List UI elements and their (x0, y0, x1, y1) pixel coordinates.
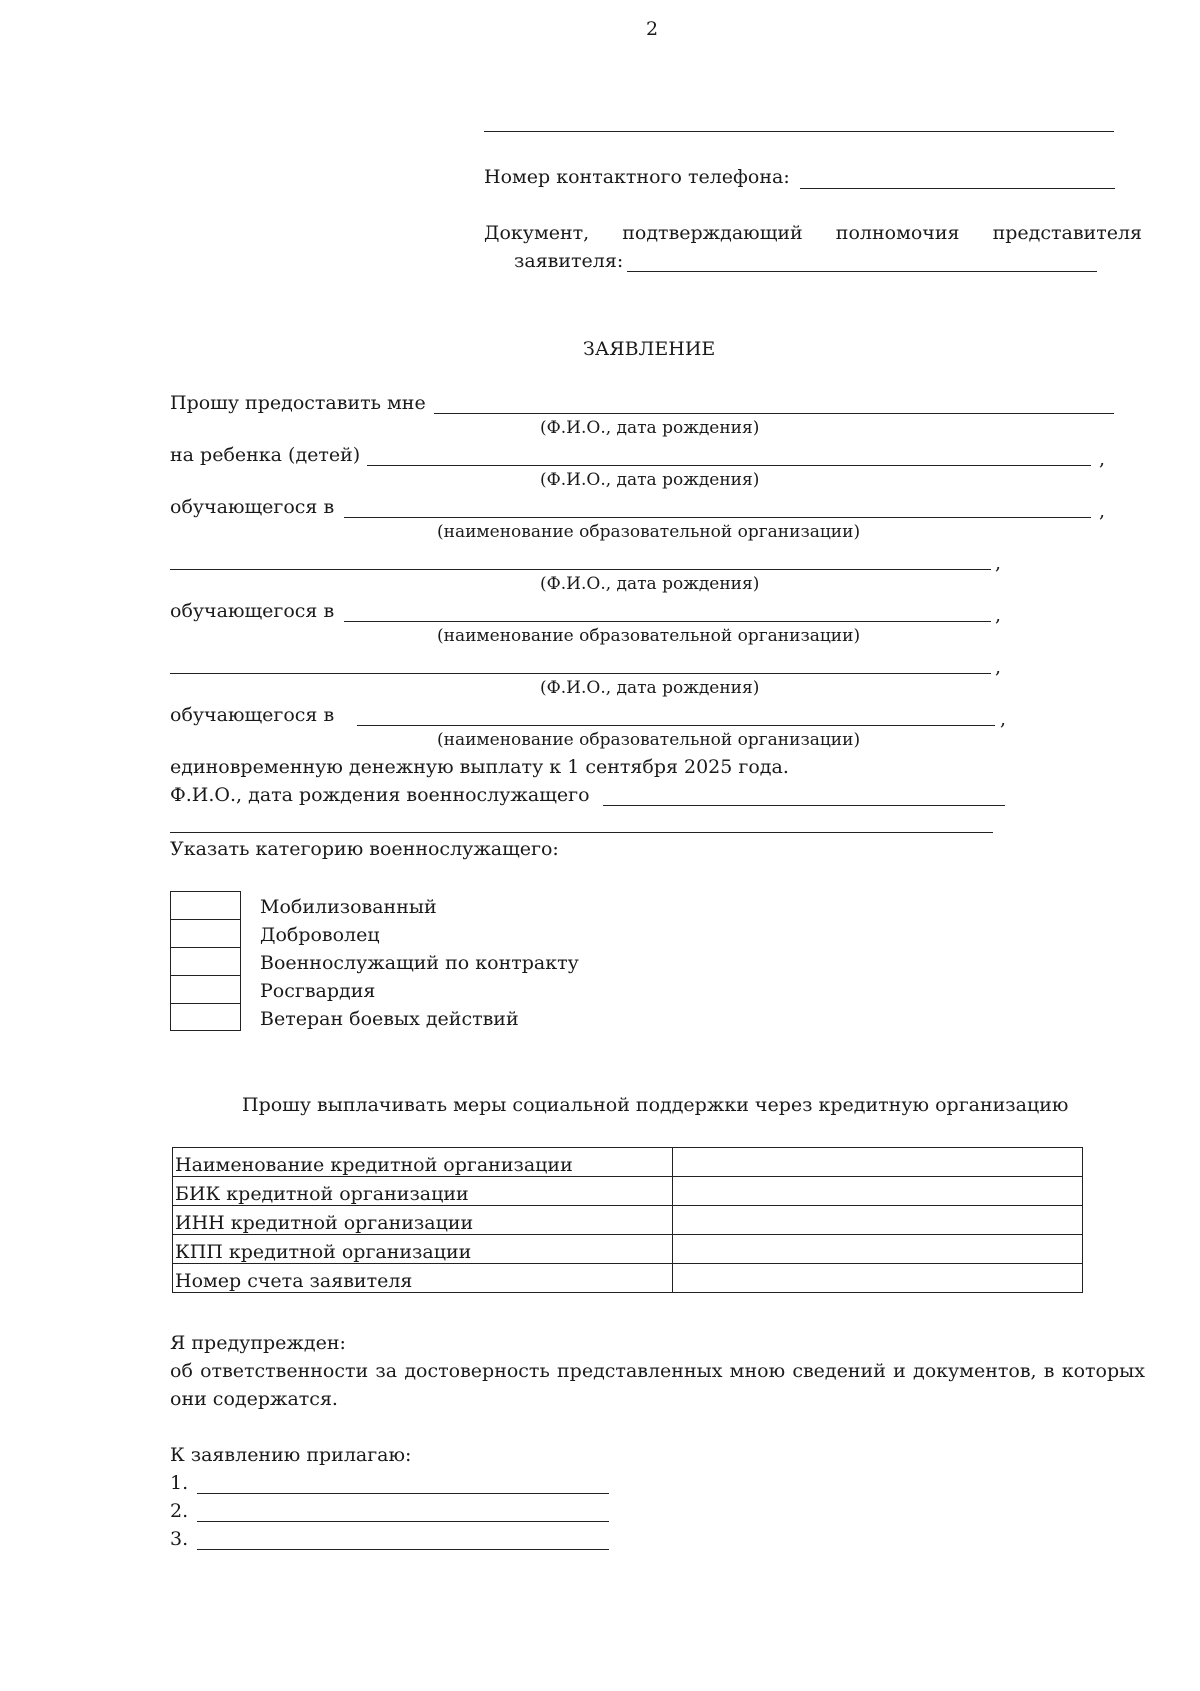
attachments-label: К заявлению прилагаю: (170, 1444, 412, 1466)
phone-blank[interactable] (800, 188, 1115, 189)
authority-doc-label: Документ, подтверждающий полномочия представителя (484, 222, 1142, 244)
category-option: Доброволец (260, 924, 380, 946)
category-option: Ветеран боевых действий (260, 1008, 519, 1030)
category-option: Росгвардия (260, 980, 376, 1002)
comma: , (995, 552, 1002, 574)
caption-fio: (Ф.И.О., дата рождения) (540, 470, 760, 490)
checkbox-volunteer[interactable] (170, 919, 241, 947)
bank-row-label: КПП кредитной организации (173, 1235, 673, 1264)
category-option: Мобилизованный (260, 896, 437, 918)
serviceman-label: Ф.И.О., дата рождения военнослужащего (170, 784, 590, 806)
comma: , (995, 656, 1002, 678)
attachment-number: 3. (170, 1528, 189, 1550)
studying-in-label: обучающегося в (170, 496, 335, 518)
bank-row-label: ИНН кредитной организации (173, 1206, 673, 1235)
applicant-fio-blank[interactable] (434, 413, 1114, 414)
caption-org: (наименование образовательной организации) (437, 626, 861, 646)
comma: , (995, 604, 1002, 626)
studying-in-label: обучающегося в (170, 600, 335, 622)
attachment-1-blank[interactable] (197, 1493, 609, 1494)
request-line-1: Прошу предоставить мне (170, 392, 426, 414)
comma: , (1000, 708, 1007, 730)
bank-row-value[interactable] (673, 1264, 1083, 1293)
caption-org: (наименование образовательной организации) (437, 730, 861, 750)
attachment-2-blank[interactable] (197, 1521, 609, 1522)
warning-line-1: об ответственности за достоверность представленных мною сведений и документов, в которых (170, 1360, 1145, 1382)
for-child-label: на ребенка (детей) (170, 444, 361, 466)
document-title: ЗАЯВЛЕНИЕ (583, 338, 716, 360)
table-row (173, 1206, 1083, 1235)
table-row (173, 1235, 1083, 1264)
page-number: 2 (646, 18, 659, 40)
attachment-3-blank[interactable] (197, 1549, 609, 1550)
payment-line: единовременную денежную выплату к 1 сентября 2025 года. (170, 756, 789, 778)
checkbox-mobilized[interactable] (170, 891, 241, 919)
caption-org: (наименование образовательной организации) (437, 522, 861, 542)
table-row (173, 1148, 1083, 1177)
attachment-number: 2. (170, 1500, 189, 1522)
warning-title: Я предупрежден: (170, 1332, 346, 1354)
bank-details-table (172, 1147, 1083, 1293)
child-3-fio-blank[interactable] (170, 673, 991, 674)
warning-line-2: они содержатся. (170, 1388, 338, 1410)
serviceman-fio-blank-2[interactable] (170, 832, 993, 833)
checkbox-veteran[interactable] (170, 1003, 241, 1031)
caption-fio: (Ф.И.О., дата рождения) (540, 418, 760, 438)
category-label: Указать категорию военнослужащего: (170, 838, 559, 860)
caption-fio: (Ф.И.О., дата рождения) (540, 678, 760, 698)
applicant-address-blank[interactable] (484, 131, 1114, 132)
attachment-number: 1. (170, 1472, 189, 1494)
authority-doc-label-2: заявителя: (514, 250, 624, 272)
caption-fio: (Ф.И.О., дата рождения) (540, 574, 760, 594)
checkbox-rosgvardia[interactable] (170, 975, 241, 1003)
bank-row-value[interactable] (673, 1206, 1083, 1235)
child-2-school-blank[interactable] (344, 621, 991, 622)
studying-in-label: обучающегося в (170, 704, 335, 726)
serviceman-fio-blank[interactable] (603, 805, 1005, 806)
authority-doc-blank[interactable] (627, 271, 1097, 272)
child-3-school-blank[interactable] (357, 725, 995, 726)
child-2-fio-blank[interactable] (170, 569, 991, 570)
bank-row-label: БИК кредитной организации (173, 1177, 673, 1206)
bank-row-value[interactable] (673, 1148, 1083, 1177)
bank-row-label: Номер счета заявителя (173, 1264, 673, 1293)
bank-row-label: Наименование кредитной организации (173, 1148, 673, 1177)
bank-row-value[interactable] (673, 1235, 1083, 1264)
child-1-school-blank[interactable] (344, 517, 1091, 518)
phone-label: Номер контактного телефона: (484, 166, 790, 188)
checkbox-contract[interactable] (170, 947, 241, 975)
table-row (173, 1177, 1083, 1206)
comma: , (1099, 448, 1106, 470)
category-option: Военнослужащий по контракту (260, 952, 579, 974)
comma: , (1099, 500, 1106, 522)
child-1-fio-blank[interactable] (367, 465, 1091, 466)
bank-intro: Прошу выплачивать меры социальной поддержки через кредитную организацию (242, 1094, 1069, 1116)
table-row (173, 1264, 1083, 1293)
bank-row-value[interactable] (673, 1177, 1083, 1206)
